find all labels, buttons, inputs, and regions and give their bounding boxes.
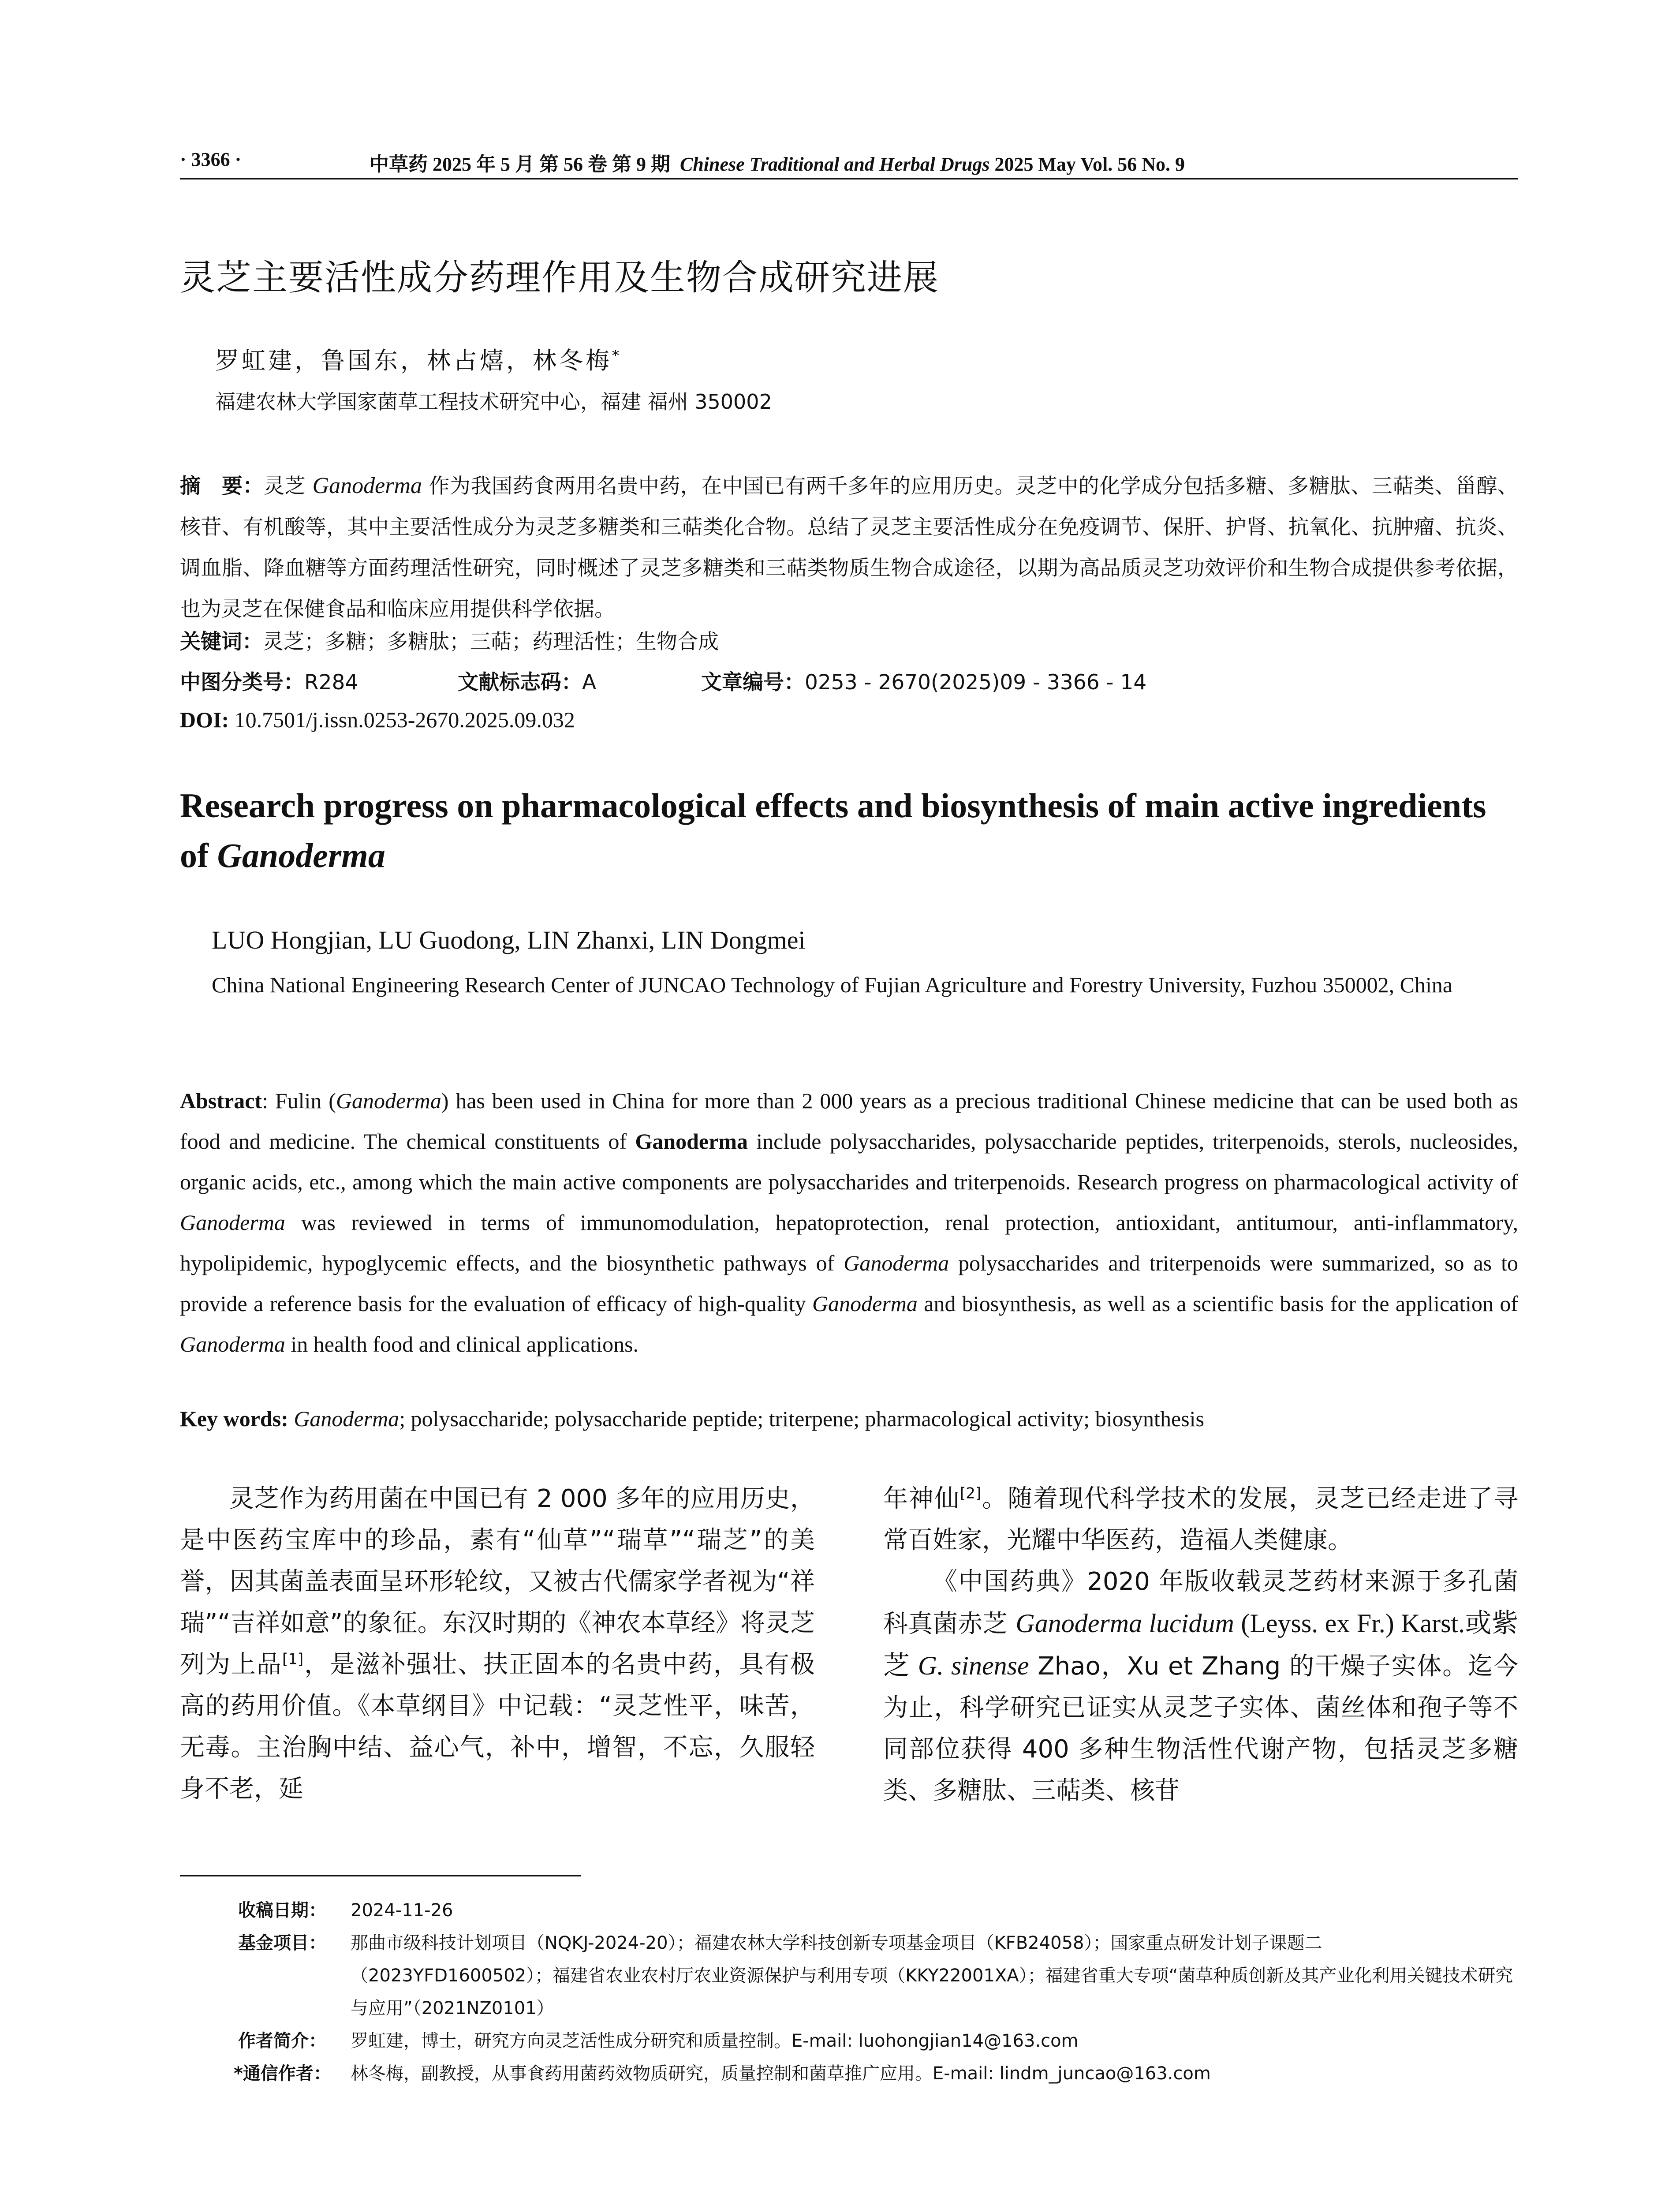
body-text: 年神仙	[883, 1484, 960, 1513]
abstract-cn-text1: 灵芝	[264, 474, 313, 498]
title-en	[180, 781, 1518, 880]
authors-cn-names: 罗虹建，鲁国东，林占熺，林冬梅	[215, 347, 612, 374]
affiliation-en: China National Engineering Research Center of JUNCAO Technology of Fujian Agriculture and Forestry University, Fuzhou 350002, China	[212, 972, 1453, 997]
body-text: Zhao，Xu et Zhang 的干燥子实体。迄今为止，科学研究已证实从灵芝子实体、菌丝体和孢子等不同部位获得 400 多种生物活性代谢产物，包括灵芝多糖类、多糖肽、三萜类、核苷	[883, 1652, 1518, 1805]
journal-info	[370, 148, 1185, 176]
keywords-en-rest: ; polysaccharide; polysaccharide peptide; triterpene; pharmacological activity; biosynthesis	[399, 1406, 1204, 1431]
citation-ref[interactable]: [2]	[959, 1484, 982, 1502]
abstract-cn-genus: Ganoderma	[312, 473, 422, 498]
title-cn: 灵芝主要活性成分药理作用及生物合成研究进展	[180, 257, 939, 298]
body-text: (Leyss. ex Fr.) Karst.或紫芝	[883, 1609, 1518, 1680]
keywords-cn	[180, 625, 719, 655]
footnote-text: 那曲市级科技计划项目（NQKJ-2024-20）；福建农林大学科技创新专项基金项目（KFB24058）；国家重点研发计划子课题二（2023YFD1600502）；福建省农业农村厅农业资源保护与利用专项（KKY22001XA）；福建省重大专项“菌草种质创新及其产业化利用关键技术研究与应用”（2021NZ0101）	[351, 1933, 1513, 2018]
footnote-text: 2024-11-26	[351, 1900, 453, 1921]
clc-value: R284	[304, 670, 358, 695]
issue-cn: 2025 年 5 月 第 56 卷 第 9 期	[433, 153, 670, 175]
footnote-text: 林冬梅，副教授，从事食药用菌药效物质研究，质量控制和菌草推广应用。E-mail: lindm_juncao@163.com	[351, 2063, 1211, 2084]
abstract-cn-text2: 作为我国药食两用名贵中药，在中国已有两千多年的应用历史。灵芝中的化学成分包括多糖、多糖肽、三萜类、甾醇、核苷、有机酸等，其中主要活性成分为灵芝多糖类和三萜类化合物。总结了灵芝主要活性成分在免疫调节、保肝、护肾、抗氧化、抗肿瘤、抗炎、调血脂、降血糖等方面药理活性研究，同时概述了灵芝多糖类和三萜类物质生物合成途径，以期为高品质灵芝功效评价和生物合成提供参考依据，也为灵芝在保健食品和临床应用提供科学依据。	[180, 474, 1519, 621]
species-name: G. sinense	[918, 1651, 1029, 1680]
footnote-author	[238, 2025, 1518, 2057]
keywords-cn-text: 灵芝；多糖；多糖肽；三萜；药理活性；生物合成	[263, 630, 719, 654]
doi-label: DOI:	[180, 707, 229, 732]
article-value: 0253 - 2670(2025)09 - 3366 - 14	[805, 670, 1147, 695]
footnote-label: 基金项目：	[238, 1933, 326, 1953]
abstract-cn	[180, 465, 1518, 630]
abstract-en-g3: Ganoderma	[180, 1210, 285, 1235]
footnotes	[234, 1894, 1518, 2090]
abstract-cn-label: 摘 要：	[180, 474, 264, 498]
body-text: 灵芝作为药用菌在中国已有 2 000 多年的应用历史，是中医药宝库中的珍品，素有“仙草”“瑞草”“瑞芝”的美誉，因其菌盖表面呈环形轮纹，又被古代儒家学者视为“祥瑞”“吉祥如意”的象征。东汉时期的《神农本草经》将灵芝列为上品	[180, 1484, 815, 1679]
abstract-en-s5: polysaccharides and triterpenoids were summarized, so as to provide a reference basis for the evaluation of efficacy of high-quality	[180, 1251, 1518, 1316]
authors-cn	[215, 342, 622, 376]
running-header	[180, 146, 1518, 177]
footnote-label: 收稿日期：	[238, 1900, 326, 1921]
abstract-en-s7: in health food and clinical applications.	[285, 1332, 639, 1357]
title-en-genus: Ganoderma	[217, 836, 385, 875]
body-paragraph	[883, 1478, 1518, 1561]
authors-en: LUO Hongjian, LU Guodong, LIN Zhanxi, LIN Dongmei	[212, 926, 806, 954]
footnote-label: 作者简介：	[238, 2031, 326, 2051]
body-text: 。随着现代科学技术的发展，灵芝已经走进了寻常百姓家，光耀中华医药，造福人类健康。	[883, 1484, 1519, 1555]
footnote-fund	[238, 1927, 1518, 2025]
corresponding-mark: *	[612, 347, 622, 364]
doc-label: 文献标志码：	[458, 670, 582, 695]
body-paragraph	[180, 1478, 815, 1810]
abstract-en-g2: Ganoderma	[635, 1129, 748, 1154]
journal-name-en: Chinese Traditional and Herbal Drugs	[680, 153, 990, 175]
footnote-label: *通信作者：	[234, 2063, 331, 2084]
species-name: Ganoderma lucidum	[1015, 1609, 1234, 1638]
page-number: · 3366 ·	[180, 149, 242, 170]
clc-label: 中图分类号：	[180, 670, 304, 695]
footnote-received	[238, 1894, 1518, 1927]
doc-code	[458, 666, 596, 695]
citation-ref[interactable]: [1]	[282, 1650, 304, 1668]
issue-en: 2025 May Vol. 56 No. 9	[994, 153, 1185, 175]
body-text: 《中国药典》2020 年版收载灵芝药材来源于多孔菌科真菌赤芝	[883, 1567, 1518, 1638]
title-en-text: Research progress on pharmacological effects and biosynthesis of main active ingredients of	[180, 786, 1486, 875]
abstract-en-s6: and biosynthesis, as well as a scientific basis for the application of	[917, 1291, 1518, 1316]
doc-value: A	[582, 670, 597, 695]
abstract-en-g4: Ganoderma	[844, 1251, 949, 1275]
footnote-text: 罗虹建，博士，研究方向灵芝活性成分研究和质量控制。E-mail: luohongjian14@163.com	[351, 2031, 1079, 2051]
doi-value[interactable]: 10.7501/j.issn.0253-2670.2025.09.032	[229, 707, 575, 732]
journal-name-cn: 中草药	[370, 153, 428, 176]
abstract-en-s3: include polysaccharides, polysaccharide peptides, triterpenoids, sterols, nucleosides, organic acids, etc., among which the main active components are polysaccharides and triterpenoids. Research progress on pharmacological activity of	[180, 1129, 1518, 1194]
keywords-cn-label: 关键词：	[180, 630, 263, 654]
affiliation-cn: 福建农林大学国家菌草工程技术研究中心，福建 福州 350002	[215, 390, 772, 414]
abstract-en-g5: Ganoderma	[812, 1291, 918, 1316]
abstract-en	[180, 1080, 1518, 1364]
doi[interactable]	[180, 707, 575, 733]
classification-row	[180, 666, 1518, 697]
abstract-en-s2: ) has been used in China for more than 2 000 years as a precious traditional Chinese medicine that can be used both as food and medicine. The chemical constituents of	[180, 1088, 1518, 1154]
article-number	[701, 666, 1146, 695]
keywords-en-genus: Ganoderma	[294, 1406, 399, 1431]
abstract-en-s1: : Fulin (	[262, 1088, 336, 1113]
article-label: 文章编号：	[701, 670, 805, 695]
body-text: ，是滋补强壮、扶正固本的名贵中药，具有极高的药用价值。《本草纲目》中记载：“灵芝性平，味苦，无毒。主治胸中结、益心气，补中，增智，不忘，久服轻身不老，延	[180, 1650, 815, 1803]
body-column-right	[883, 1478, 1518, 1812]
header-rule	[180, 178, 1518, 179]
body-paragraph	[883, 1561, 1518, 1812]
keywords-en-label: Key words:	[180, 1406, 288, 1431]
body-column-left	[180, 1478, 815, 1810]
abstract-en-g6: Ganoderma	[180, 1332, 285, 1357]
footnote-rule	[180, 1875, 581, 1876]
abstract-en-s4: was reviewed in terms of immunomodulation, hepatoprotection, renal protection, antioxidant, antitumour, anti-inflammatory, hypolipidemic, hypoglycemic effects, and the biosynthetic pathways of	[180, 1210, 1518, 1275]
abstract-en-label: Abstract	[180, 1088, 262, 1113]
clc-number	[180, 666, 358, 695]
abstract-en-g1: Ganoderma	[336, 1088, 441, 1113]
keywords-en	[180, 1406, 1518, 1431]
footnote-corresponding	[234, 2057, 1518, 2090]
